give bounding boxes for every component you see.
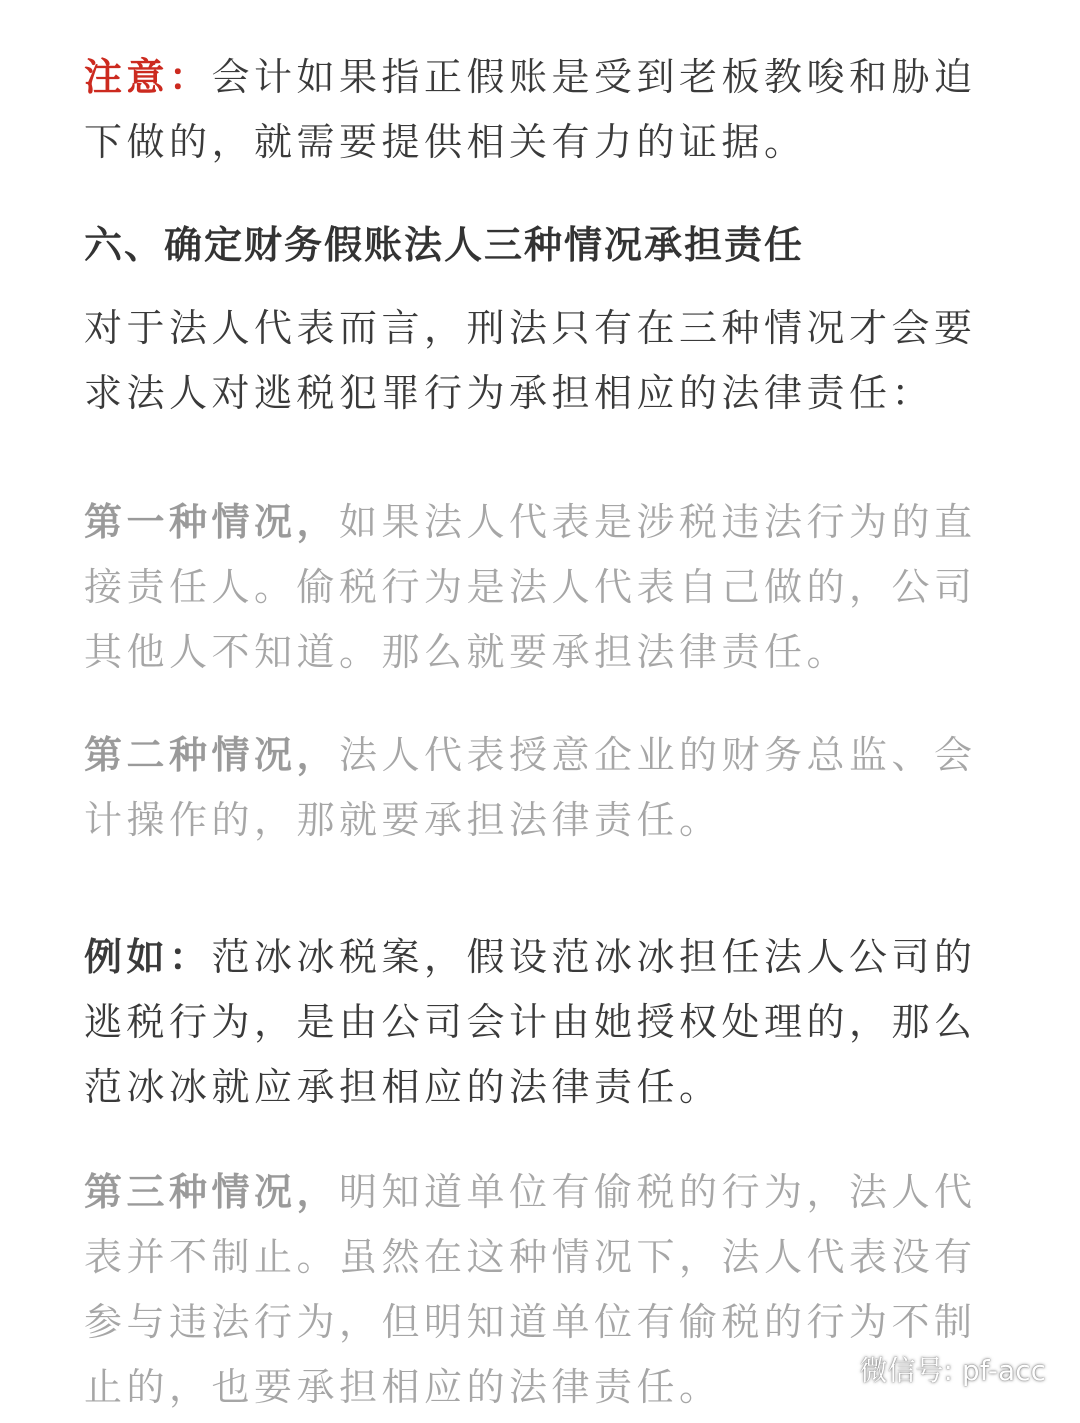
example-text: 范冰冰税案，假设范冰冰担任法人公司的逃税行为，是由公司会计由她授权处理的，那么范冰冰就应承担相应的法律责任。 bbox=[84, 935, 977, 1109]
case-one-text: 如果法人代表是涉税违法行为的直接责任人。偷税行为是法人代表自己做的，公司其他人不知道。那么就要承担法律责任。 bbox=[84, 500, 977, 674]
case-three-text: 明知道单位有偷税的行为，法人代表并不制止。虽然在这种情况下，法人代表没有参与违法行为，但明知道单位有偷税的行为不制止的，也要承担相应的法律责任。 bbox=[84, 1170, 977, 1409]
case-two-paragraph bbox=[84, 723, 1004, 853]
wechat-watermark bbox=[806, 1343, 1047, 1395]
section-heading: 六、确定财务假账法人三种情况承担责任 bbox=[84, 223, 805, 267]
intro-paragraph bbox=[84, 296, 1004, 426]
case-one-label: 第一种情况， bbox=[84, 500, 340, 544]
intro-text: 对于法人代表而言，刑法只有在三种情况才会要求法人对逃税犯罪行为承担相应的法律责任： bbox=[84, 306, 977, 415]
example-paragraph bbox=[84, 925, 1004, 1120]
case-one-paragraph bbox=[84, 490, 1004, 685]
note-label: 注意： bbox=[84, 55, 212, 99]
note-text: 会计如果指正假账是受到老板教唆和胁迫下做的，就需要提供相关有力的证据。 bbox=[84, 55, 977, 164]
example-label: 例如： bbox=[84, 935, 212, 979]
case-two-label: 第二种情况， bbox=[84, 733, 340, 777]
watermark-text: 微信号: pf-acc bbox=[859, 1354, 1046, 1387]
case-two-text: 法人代表授意企业的财务总监、会计操作的，那就要承担法律责任。 bbox=[84, 733, 977, 842]
wechat-icon bbox=[806, 1351, 850, 1387]
note-paragraph bbox=[84, 45, 1004, 175]
case-three-label: 第三种情况， bbox=[84, 1170, 340, 1214]
